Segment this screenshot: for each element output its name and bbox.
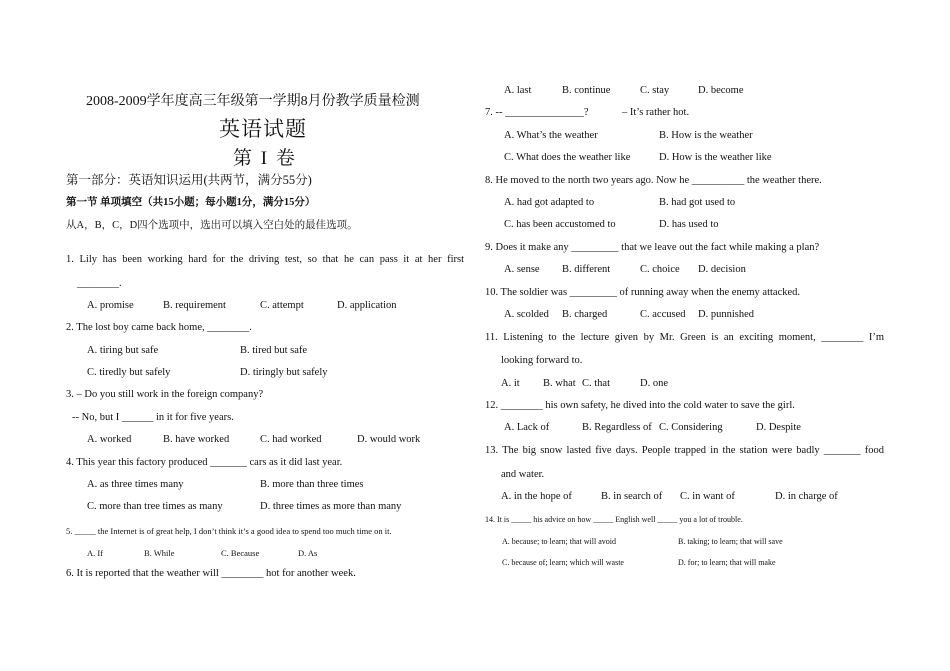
question-1-option-a: A. promise — [87, 300, 134, 311]
question-13-option-b: B. in search of — [601, 491, 663, 502]
question-5-option-a: A. If — [87, 548, 104, 558]
question-8-option-d: D. has used to — [659, 219, 719, 230]
exam-header-line: 2008-2009学年度高三年级第一学期8月份教学质量检测 — [86, 94, 420, 109]
question-4-option-b: B. more than three times — [260, 479, 364, 490]
question-5-option-b: B. While — [144, 548, 175, 558]
question-13-option-c: C. in want of — [680, 491, 735, 502]
question-5-option-d: D. As — [298, 548, 318, 558]
question-9-stem: 9. Does it make any _________ that we leave out the fact while making a plan? — [485, 242, 820, 253]
question-10-option-d: D. punnished — [698, 309, 754, 320]
question-1-stem-cont: ________. — [77, 278, 122, 289]
question-13-stem: 13. The big snow lasted five days. People trapped in the station were badly _______ food — [485, 445, 884, 456]
question-10-option-a: A. scolded — [504, 309, 549, 320]
question-11-stem: 11. Listening to the lecture given by Mr. Green is an exciting moment, ________ I’m — [485, 332, 884, 343]
question-12-option-a: A. Lack of — [504, 422, 550, 433]
question-11-option-b: B. what — [543, 378, 576, 389]
question-8-stem: 8. He moved to the north two years ago. Now he __________ the weather there. — [485, 175, 822, 186]
question-8-option-c: C. has been accustomed to — [504, 219, 616, 230]
question-2-stem: 2. The lost boy came back home, ________. — [66, 322, 252, 333]
question-2-option-a: A. tiring but safe — [87, 345, 159, 356]
question-11-stem-cont: looking forward to. — [501, 355, 583, 366]
question-14-option-d: D. for; to learn; that will make — [678, 558, 776, 567]
question-1-stem: 1. Lily has been working hard for the driving test, so that he can pass it at her first — [66, 254, 464, 265]
question-13-stem-cont: and water. — [501, 469, 545, 480]
question-14-option-b: B. taking; to learn; that will save — [678, 537, 783, 546]
question-3-option-c: C. had worked — [260, 434, 322, 445]
question-7-stem: 7. -- _______________? — [485, 107, 589, 118]
question-10-stem: 10. The soldier was _________ of running away when the enemy attacked. — [485, 287, 801, 298]
question-2-option-c: C. tiredly but safely — [87, 367, 171, 378]
question-6-option-d: D. become — [698, 85, 744, 96]
question-7-option-b: B. How is the weather — [659, 130, 753, 141]
exam-volume-title: 第 I 卷 — [233, 148, 297, 169]
question-9-option-d: D. decision — [698, 264, 746, 275]
section-title: 第一节 单项填空（共15小题；每小题1分，满分15分） — [66, 197, 316, 208]
question-11-option-c: C. that — [582, 378, 610, 389]
question-4-option-c: C. more than tree times as many — [87, 501, 223, 512]
question-12-option-b: B. Regardless of — [582, 422, 652, 433]
question-8-option-a: A. had got adapted to — [504, 197, 595, 208]
question-14-stem: 14. It is _____ his advice on how _____ English well _____ you a lot of trouble. — [485, 515, 743, 524]
question-6-option-a: A. last — [504, 85, 532, 96]
question-6-option-c: C. stay — [640, 85, 670, 96]
question-1-option-d: D. application — [337, 300, 397, 311]
question-9-option-c: C. choice — [640, 264, 680, 275]
question-7-option-d: D. How is the weather like — [659, 152, 772, 163]
question-12-option-c: C. Considering — [659, 422, 723, 433]
question-3-stem: 3. – Do you still work in the foreign company? — [66, 389, 264, 400]
question-3-option-b: B. have worked — [163, 434, 230, 445]
question-4-option-d: D. three times as more than many — [260, 501, 402, 512]
question-9-option-a: A. sense — [504, 264, 540, 275]
question-8-option-b: B. had got used to — [659, 197, 736, 208]
question-2-option-b: B. tired but safe — [240, 345, 308, 356]
part-title: 第一部分：英语知识运用(共两节，满分55分) — [66, 173, 312, 187]
question-3-option-a: A. worked — [87, 434, 132, 445]
question-13-option-a: A. in the hope of — [501, 491, 572, 502]
exam-subject-title: 英语试题 — [219, 117, 307, 141]
question-4-option-a: A. as three times many — [87, 479, 184, 490]
question-7-option-c: C. What does the weather like — [504, 152, 631, 163]
question-1-option-c: C. attempt — [260, 300, 304, 311]
question-13-option-d: D. in charge of — [775, 491, 838, 502]
question-1-option-b: B. requirement — [163, 300, 226, 311]
question-12-stem: 12. ________ his own safety, he dived into the cold water to save the girl. — [485, 400, 795, 411]
question-10-option-b: B. charged — [562, 309, 608, 320]
question-9-option-b: B. different — [562, 264, 611, 275]
question-10-option-c: C. accused — [640, 309, 686, 320]
question-6-option-b: B. continue — [562, 85, 611, 96]
question-3-option-d: D. would work — [357, 434, 421, 445]
instruction-text: 从A，B，C，D四个选项中，选出可以填入空白处的最佳选项。 — [66, 220, 358, 231]
question-5-stem: 5. _____ the Internet is of great help, I don’t think it’s a good idea to spend too much time on it. — [66, 526, 392, 536]
question-2-option-d: D. tiringly but safely — [240, 367, 328, 378]
question-4-stem: 4. This year this factory produced _______ cars as it did last year. — [66, 457, 343, 468]
question-6-stem: 6. It is reported that the weather will ________ hot for another week. — [66, 568, 356, 579]
question-7-answer: – It’s rather hot. — [622, 107, 690, 118]
question-5-option-c: C. Because — [221, 548, 260, 558]
question-14-option-a: A. because; to learn; that will avoid — [502, 537, 616, 546]
question-14-option-c: C. because of; learn; which will waste — [502, 558, 624, 567]
question-11-option-d: D. one — [640, 378, 668, 389]
question-11-option-a: A. it — [501, 378, 520, 389]
question-12-option-d: D. Despite — [756, 422, 801, 433]
question-7-option-a: A. What’s the weather — [504, 130, 598, 141]
question-3-reply: -- No, but I ______ in it for five years. — [72, 412, 234, 423]
